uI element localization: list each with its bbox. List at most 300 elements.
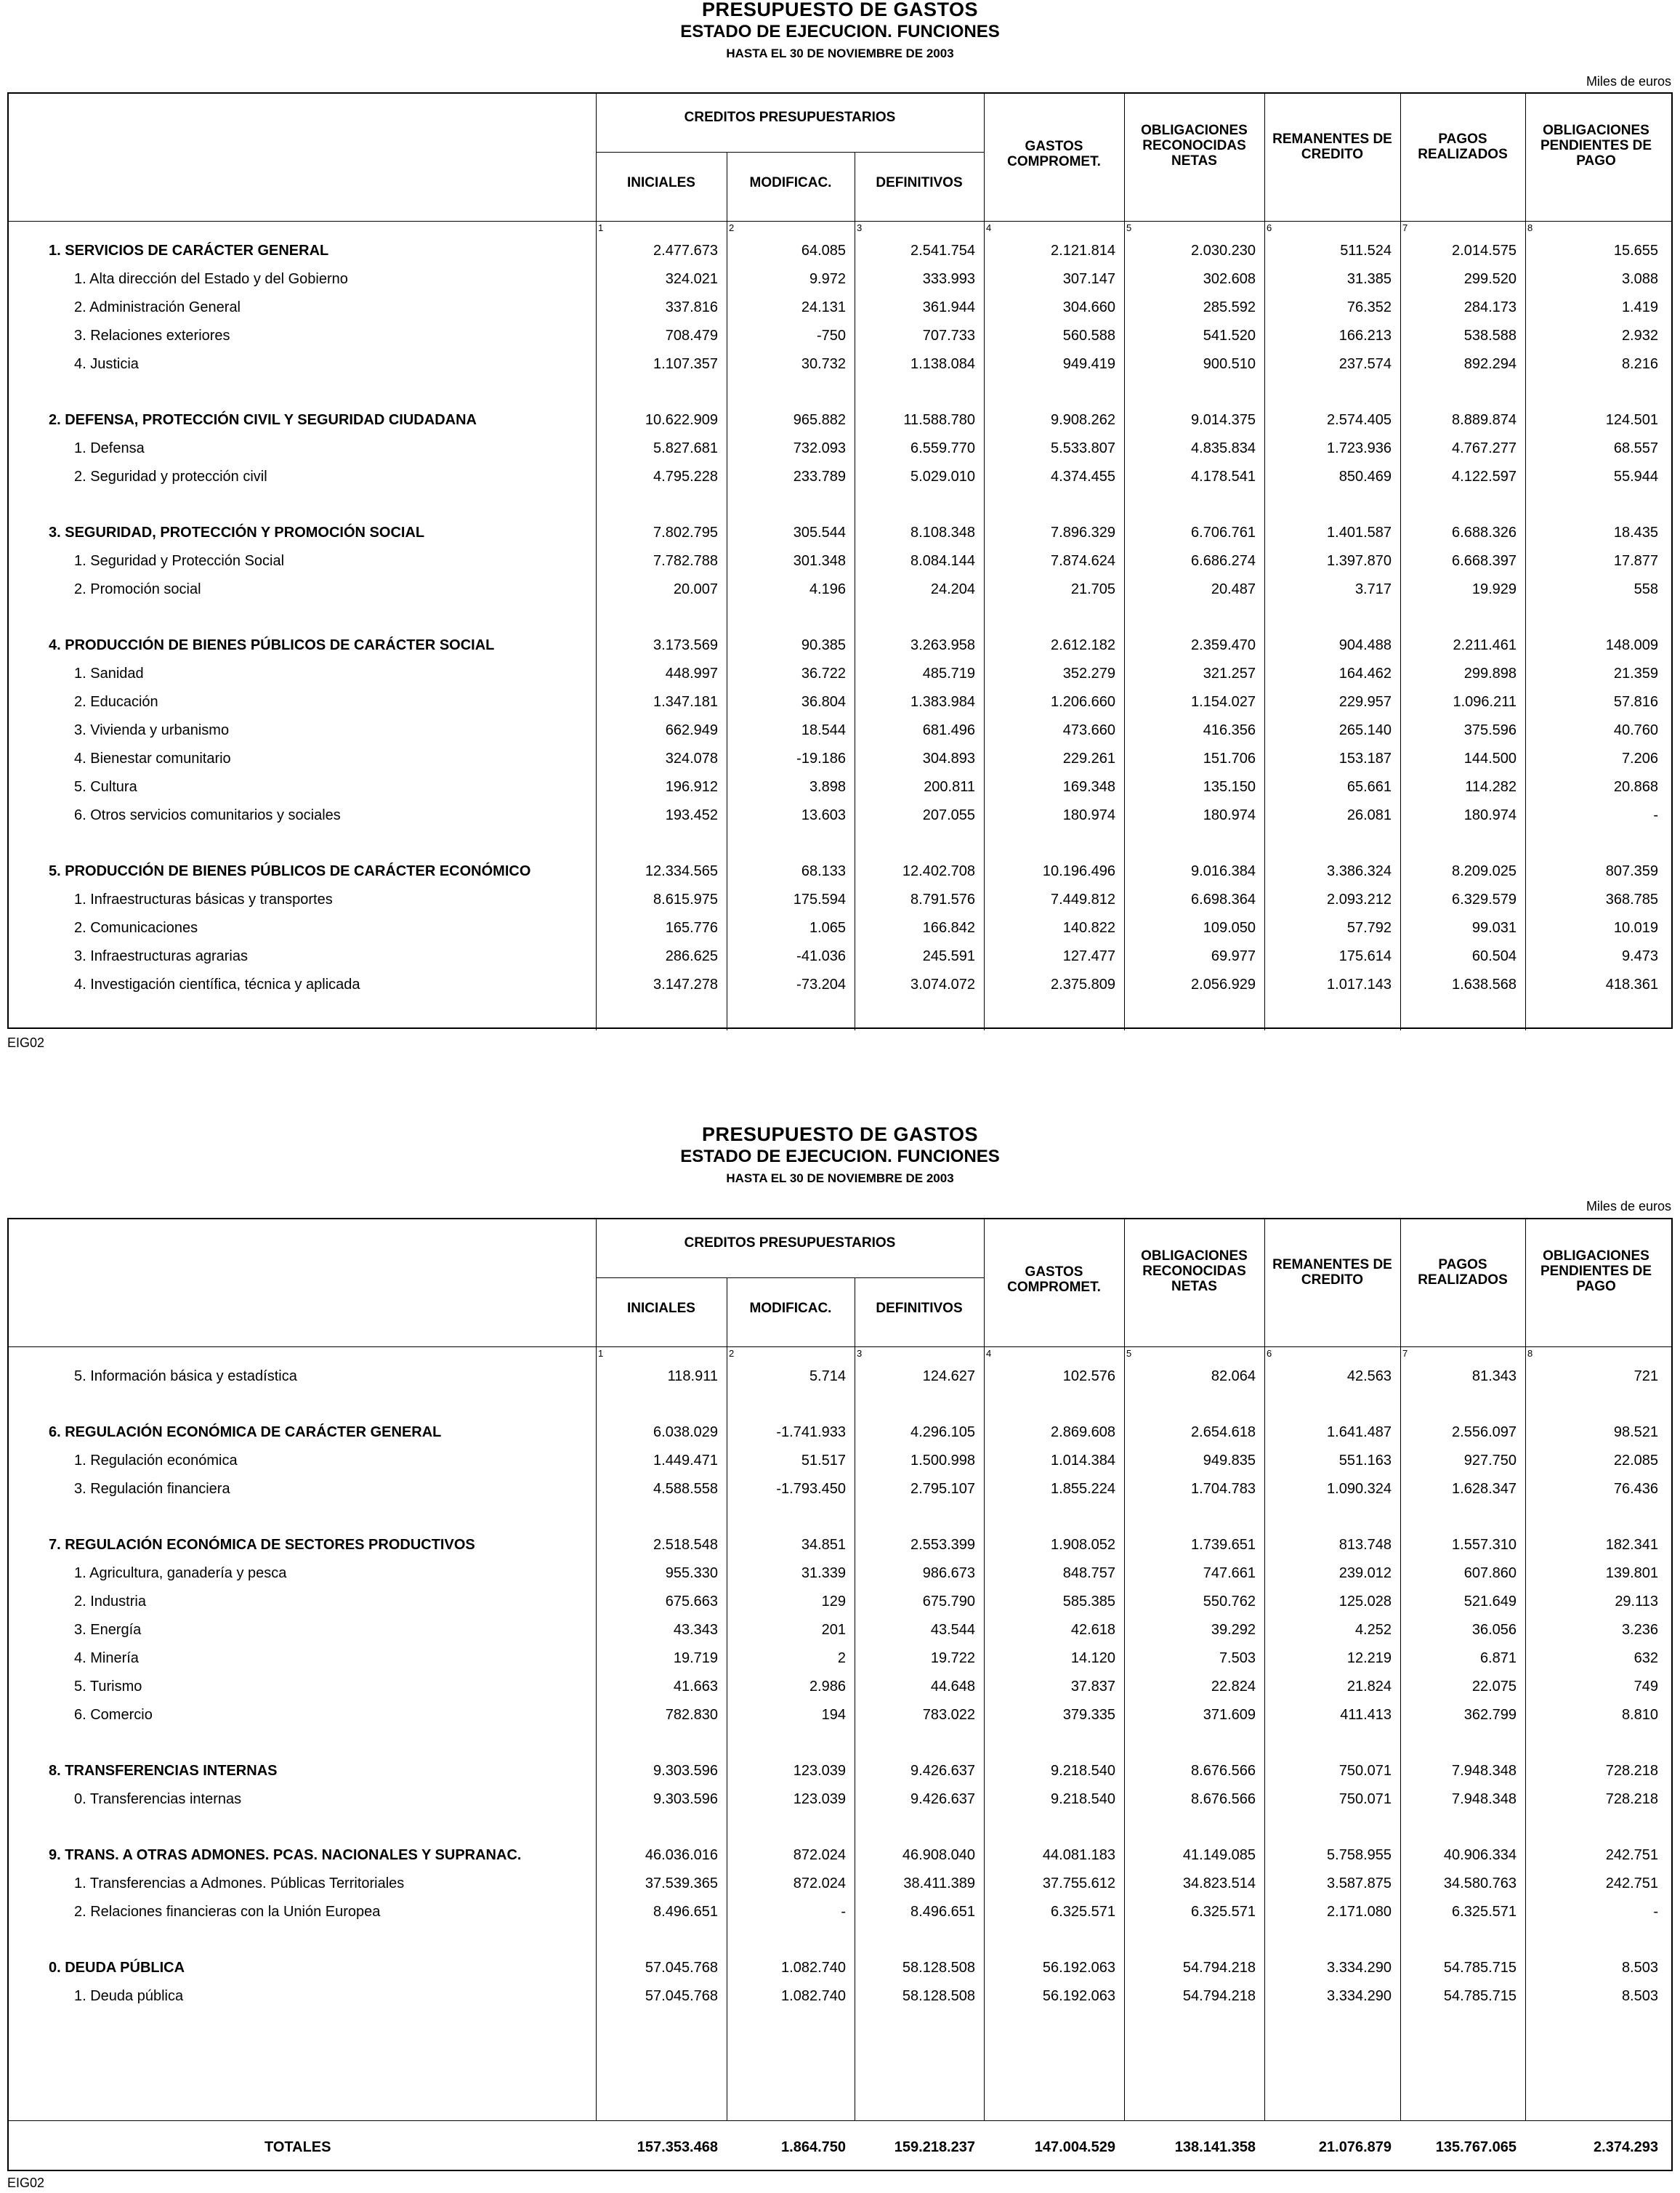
cell-value: 69.977 xyxy=(1211,948,1256,964)
row-label: 6. Comercio xyxy=(74,1707,153,1723)
cell-value: 3.587.875 xyxy=(1327,1875,1392,1891)
table-row xyxy=(9,463,1671,490)
cell-value: 371.609 xyxy=(1203,1707,1256,1723)
cell-value: 411.413 xyxy=(1340,1707,1392,1723)
table-row xyxy=(9,716,1671,744)
cell-value: 4.252 xyxy=(1354,1622,1392,1638)
cell-value: 125.028 xyxy=(1338,1594,1392,1610)
cell-value: 1.500.998 xyxy=(910,1453,975,1469)
cell-value: 26.081 xyxy=(1346,807,1392,823)
row-label: 4. PRODUCCIÓN DE BIENES PÚBLICOS DE CARÁCTER SOCIAL xyxy=(49,637,495,653)
row-label: 7. REGULACIÓN ECONÓMICA DE SECTORES PRODUCTIVOS xyxy=(49,1537,475,1553)
section-row xyxy=(9,406,1671,434)
row-label: 4. Investigación científica, técnica y aplicada xyxy=(74,977,360,993)
cell-value: 3.147.278 xyxy=(653,977,718,993)
column-number: 6 xyxy=(1267,222,1272,233)
totals-value: 147.004.529 xyxy=(1034,2139,1115,2155)
cell-value: 538.588 xyxy=(1463,328,1517,344)
cell-value: 6.325.571 xyxy=(1051,1904,1115,1920)
cell-value: 40.760 xyxy=(1613,722,1658,738)
cell-value: 24.204 xyxy=(930,581,975,597)
cell-value: 848.757 xyxy=(1062,1565,1115,1581)
header-obligaciones: OBLIGACIONES RECONOCIDAS NETAS xyxy=(1141,123,1248,169)
cell-value: -73.204 xyxy=(796,977,846,993)
section-row xyxy=(9,1757,1671,1785)
cell-value: 229.957 xyxy=(1338,694,1392,710)
cell-value: 233.789 xyxy=(793,469,846,485)
table-row xyxy=(9,971,1671,998)
cell-value: 675.663 xyxy=(665,1594,718,1610)
cell-value: 307.147 xyxy=(1062,271,1115,287)
table-row xyxy=(9,886,1671,913)
header-pagos: PAGOS REALIZADOS xyxy=(1418,132,1508,162)
cell-value: 302.608 xyxy=(1203,271,1256,287)
row-label: 1. Transferencias a Admones. Públicas Territoriales xyxy=(74,1875,405,1891)
cell-value: 42.618 xyxy=(1070,1622,1115,1638)
cell-value: 237.574 xyxy=(1338,356,1392,372)
cell-value: 2.211.461 xyxy=(1453,637,1517,653)
cell-value: 36.056 xyxy=(1471,1622,1517,1638)
cell-value: 8.108.348 xyxy=(910,525,975,541)
cell-value: 1.723.936 xyxy=(1327,440,1392,456)
cell-value: 1.739.651 xyxy=(1191,1537,1256,1553)
cell-value: 123.039 xyxy=(793,1763,846,1779)
cell-value: 36.722 xyxy=(801,666,846,682)
cell-value: 98.521 xyxy=(1613,1424,1658,1440)
cell-value: 4.588.558 xyxy=(653,1481,718,1497)
cell-value: 8.209.025 xyxy=(1452,863,1517,879)
cell-value: 9.218.540 xyxy=(1051,1791,1115,1807)
table-row xyxy=(9,294,1671,321)
totals-value: 2.374.293 xyxy=(1594,2139,1658,2155)
cell-value: 8.496.651 xyxy=(653,1904,718,1920)
totals-value: 135.767.065 xyxy=(1435,2139,1517,2155)
cell-value: 550.762 xyxy=(1203,1594,1256,1610)
cell-value: 747.661 xyxy=(1203,1565,1256,1581)
cell-value: 153.187 xyxy=(1338,751,1392,767)
column-number: 3 xyxy=(857,1348,863,1359)
cell-value: 8.810 xyxy=(1621,1707,1658,1723)
cell-value: 182.341 xyxy=(1605,1537,1658,1553)
cell-value: 321.257 xyxy=(1203,666,1256,682)
cell-value: 5.714 xyxy=(809,1368,846,1384)
cell-value: 1.014.384 xyxy=(1051,1453,1115,1469)
cell-value: 2.986 xyxy=(809,1679,846,1695)
cell-value: 511.524 xyxy=(1340,243,1392,259)
cell-value: 34.823.514 xyxy=(1182,1875,1256,1891)
cell-value: 22.824 xyxy=(1211,1679,1256,1695)
cell-value: 6.559.770 xyxy=(910,440,975,456)
cell-value: 305.544 xyxy=(793,525,846,541)
cell-value: 362.799 xyxy=(1463,1707,1517,1723)
cell-value: -41.036 xyxy=(796,948,846,964)
column-number: 2 xyxy=(729,1348,735,1359)
table-row xyxy=(9,1447,1671,1474)
row-label: 3. Relaciones exteriores xyxy=(74,328,230,344)
cell-value: 728.218 xyxy=(1605,1791,1658,1807)
cell-value: 6.706.761 xyxy=(1191,525,1256,541)
cell-value: 229.261 xyxy=(1062,751,1115,767)
cell-value: 99.031 xyxy=(1471,920,1517,936)
table-row xyxy=(9,1898,1671,1926)
cell-value: 284.173 xyxy=(1463,299,1517,315)
cell-value: 749 xyxy=(1633,1679,1658,1695)
cell-value: 1.557.310 xyxy=(1452,1537,1517,1553)
cell-value: 22.075 xyxy=(1471,1679,1517,1695)
row-label: 0. Transferencias internas xyxy=(74,1791,242,1807)
cell-value: 900.510 xyxy=(1203,356,1256,372)
cell-value: 41.149.085 xyxy=(1182,1847,1256,1863)
cell-value: 2.932 xyxy=(1621,328,1658,344)
cell-value: 37.837 xyxy=(1070,1679,1115,1695)
cell-value: 1.704.783 xyxy=(1191,1481,1256,1497)
cell-value: 2.556.097 xyxy=(1452,1424,1517,1440)
cell-value: 6.325.571 xyxy=(1191,1904,1256,1920)
cell-value: 2.014.575 xyxy=(1452,243,1517,259)
cell-value: 90.385 xyxy=(801,637,846,653)
cell-value: 42.563 xyxy=(1346,1368,1392,1384)
cell-value: 242.751 xyxy=(1605,1875,1658,1891)
page-subtitle: ESTADO DE EJECUCION. FUNCIONES xyxy=(680,22,1000,41)
cell-value: 448.997 xyxy=(665,666,718,682)
cell-value: 9.972 xyxy=(809,271,846,287)
cell-value: 6.698.364 xyxy=(1191,892,1256,908)
cell-value: 68.557 xyxy=(1613,440,1658,456)
cell-value: 3.334.290 xyxy=(1327,1960,1392,1976)
cell-value: 54.785.715 xyxy=(1443,1988,1517,2004)
cell-value: 44.081.183 xyxy=(1042,1847,1115,1863)
totals-label: TOTALES xyxy=(264,2139,331,2155)
cell-value: 2.030.230 xyxy=(1191,243,1256,259)
cell-value: 6.668.397 xyxy=(1452,553,1517,569)
cell-value: 6.329.579 xyxy=(1452,892,1517,908)
cell-value: 164.462 xyxy=(1338,666,1392,682)
budget-table xyxy=(7,92,1673,1029)
cell-value: 9.908.262 xyxy=(1051,412,1115,428)
cell-value: 473.660 xyxy=(1062,722,1115,738)
row-label: 3. SEGURIDAD, PROTECCIÓN Y PROMOCIÓN SOCIAL xyxy=(49,525,425,541)
totals-value: 138.141.358 xyxy=(1174,2139,1256,2155)
cell-value: 2.869.608 xyxy=(1051,1424,1115,1440)
header-gastos: GASTOS COMPROMET. xyxy=(1007,139,1101,169)
column-number: 8 xyxy=(1527,1348,1533,1359)
cell-value: 58.128.508 xyxy=(902,1960,975,1976)
cell-value: 19.722 xyxy=(930,1650,975,1666)
cell-value: 2.553.399 xyxy=(910,1537,975,1553)
cell-value: 201 xyxy=(821,1622,846,1638)
cell-value: 3.334.290 xyxy=(1327,1988,1392,2004)
cell-value: 949.835 xyxy=(1203,1453,1256,1469)
cell-value: 9.303.596 xyxy=(653,1791,718,1807)
row-label: 1. Deuda pública xyxy=(74,1988,184,2004)
table-row xyxy=(9,942,1671,970)
cell-value: 4.795.228 xyxy=(653,469,718,485)
row-label: 6. Otros servicios comunitarios y sociales xyxy=(74,807,341,823)
table-row xyxy=(9,1673,1671,1700)
cell-value: 2 xyxy=(837,1650,846,1666)
cell-value: 7.206 xyxy=(1621,751,1658,767)
cell-value: 1.638.568 xyxy=(1452,977,1517,993)
header-divider xyxy=(9,1346,1671,1347)
cell-value: 196.912 xyxy=(665,779,718,795)
table-row xyxy=(9,1785,1671,1813)
cell-value: -1.793.450 xyxy=(776,1481,846,1497)
cell-value: 56.192.063 xyxy=(1042,1960,1115,1976)
table-row xyxy=(9,745,1671,772)
table-row xyxy=(9,1616,1671,1644)
cell-value: 375.596 xyxy=(1463,722,1517,738)
cell-value: 9.303.596 xyxy=(653,1763,718,1779)
cell-value: 949.419 xyxy=(1062,356,1115,372)
cell-value: 31.339 xyxy=(801,1565,846,1581)
cell-value: 1.107.357 xyxy=(653,356,718,372)
table-row xyxy=(9,322,1671,350)
cell-value: 783.022 xyxy=(922,1707,975,1723)
cell-value: 892.294 xyxy=(1463,356,1517,372)
cell-value: 3.074.072 xyxy=(910,977,975,993)
cell-value: 352.279 xyxy=(1062,666,1115,682)
cell-value: 285.592 xyxy=(1203,299,1256,315)
cell-value: 324.078 xyxy=(665,751,718,767)
row-label: 3. Vivienda y urbanismo xyxy=(74,722,230,738)
cell-value: 65.661 xyxy=(1346,779,1392,795)
header-iniciales: INICIALES xyxy=(627,175,695,190)
cell-value: 175.594 xyxy=(793,892,846,908)
cell-value: 38.411.389 xyxy=(903,1875,975,1891)
cell-value: 22.085 xyxy=(1613,1453,1658,1469)
column-number: 5 xyxy=(1126,222,1132,233)
cell-value: 721 xyxy=(1633,1368,1658,1384)
row-label: 3. Infraestructuras agrarias xyxy=(74,948,248,964)
cell-value: 560.588 xyxy=(1062,328,1115,344)
page-subtitle: ESTADO DE EJECUCION. FUNCIONES xyxy=(680,1147,1000,1166)
row-label: 1. Regulación económica xyxy=(74,1453,238,1469)
row-label: 5. PRODUCCIÓN DE BIENES PÚBLICOS DE CARÁCTER ECONÓMICO xyxy=(49,863,531,879)
cell-value: 265.140 xyxy=(1338,722,1392,738)
cell-value: 165.776 xyxy=(665,920,718,936)
cell-value: 57.792 xyxy=(1346,920,1392,936)
page-date: HASTA EL 30 DE NOVIEMBRE DE 2003 xyxy=(726,47,954,60)
row-label: 3. Regulación financiera xyxy=(74,1481,230,1497)
cell-value: 180.974 xyxy=(1203,807,1256,823)
header-creditos: CREDITOS PRESUPUESTARIOS xyxy=(684,110,896,125)
cell-value: 109.050 xyxy=(1203,920,1256,936)
cell-value: 7.874.624 xyxy=(1051,553,1115,569)
column-number: 4 xyxy=(986,1348,992,1359)
cell-value: 57.045.768 xyxy=(645,1988,718,2004)
cell-value: 8.503 xyxy=(1621,1988,1658,2004)
cell-value: 4.122.597 xyxy=(1452,469,1517,485)
cell-value: 245.591 xyxy=(922,948,975,964)
table-row xyxy=(9,1644,1671,1672)
cell-value: 2.541.754 xyxy=(910,243,975,259)
cell-value: 37.755.612 xyxy=(1042,1875,1115,1891)
cell-value: 139.801 xyxy=(1605,1565,1658,1581)
cell-value: 1.017.143 xyxy=(1327,977,1392,993)
row-label: 0. DEUDA PÚBLICA xyxy=(49,1960,185,1976)
cell-value: 2.795.107 xyxy=(910,1481,975,1497)
cell-value: 1.401.587 xyxy=(1327,525,1392,541)
header-iniciales: INICIALES xyxy=(627,1301,695,1316)
cell-value: 485.719 xyxy=(922,666,975,682)
table-row xyxy=(9,773,1671,801)
cell-value: 8.503 xyxy=(1621,1960,1658,1976)
cell-value: 123.039 xyxy=(793,1791,846,1807)
cell-value: 82.064 xyxy=(1211,1368,1256,1384)
cell-value: 44.648 xyxy=(930,1679,975,1695)
cell-value: 175.614 xyxy=(1338,948,1392,964)
cell-value: 728.218 xyxy=(1605,1763,1658,1779)
cell-value: 541.520 xyxy=(1203,328,1256,344)
cell-value: 5.758.955 xyxy=(1327,1847,1392,1863)
cell-value: 57.045.768 xyxy=(645,1960,718,1976)
row-label: 2. Industria xyxy=(74,1594,146,1610)
cell-value: 782.830 xyxy=(665,1707,718,1723)
cell-value: -750 xyxy=(816,328,846,344)
table-row xyxy=(9,660,1671,687)
table-row xyxy=(9,435,1671,462)
cell-value: 337.816 xyxy=(665,299,718,315)
cell-value: 324.021 xyxy=(665,271,718,287)
cell-value: 8.084.144 xyxy=(910,553,975,569)
cell-value: 135.150 xyxy=(1203,779,1256,795)
header-remanentes: REMANENTES DE CREDITO xyxy=(1272,132,1392,162)
section-row xyxy=(9,631,1671,659)
cell-value: 1.397.870 xyxy=(1327,553,1392,569)
cell-value: 19.719 xyxy=(673,1650,718,1666)
cell-value: 21.824 xyxy=(1346,1679,1392,1695)
cell-value: 8.889.874 xyxy=(1452,412,1517,428)
column-number: 8 xyxy=(1527,222,1533,233)
cell-value: 6.325.571 xyxy=(1452,1904,1517,1920)
cell-value: 8.791.576 xyxy=(910,892,975,908)
cell-value: -19.186 xyxy=(796,751,846,767)
table-row xyxy=(9,1982,1671,2010)
totals-divider xyxy=(9,2120,1671,2121)
row-label: 2. Administración General xyxy=(74,299,241,315)
cell-value: 129 xyxy=(821,1594,846,1610)
cell-value: 64.085 xyxy=(801,243,846,259)
cell-value: 1.082.740 xyxy=(781,1960,846,1976)
cell-value: 169.348 xyxy=(1062,779,1115,795)
cell-value: 2.518.548 xyxy=(653,1537,718,1553)
cell-value: 1.908.052 xyxy=(1051,1537,1115,1553)
cell-value: 1.449.471 xyxy=(653,1453,718,1469)
cell-value: 36.804 xyxy=(801,694,846,710)
cell-value: 927.750 xyxy=(1463,1453,1517,1469)
cell-value: 37.539.365 xyxy=(645,1875,718,1891)
cell-value: 34.580.763 xyxy=(1443,1875,1517,1891)
cell-value: 68.133 xyxy=(801,863,846,879)
group-divider xyxy=(596,152,984,153)
cell-value: 807.359 xyxy=(1605,863,1658,879)
cell-value: 3.717 xyxy=(1354,581,1392,597)
cell-value: 607.860 xyxy=(1463,1565,1517,1581)
budget-table xyxy=(7,1218,1673,2171)
column-number: 3 xyxy=(857,222,863,233)
header-gastos: GASTOS COMPROMET. xyxy=(1007,1264,1101,1295)
cell-value: 31.385 xyxy=(1346,271,1392,287)
header-creditos: CREDITOS PRESUPUESTARIOS xyxy=(684,1235,896,1251)
cell-value: 180.974 xyxy=(1463,807,1517,823)
column-number: 4 xyxy=(986,222,992,233)
cell-value: 9.426.637 xyxy=(910,1763,975,1779)
cell-value: 20.868 xyxy=(1613,779,1658,795)
cell-value: 7.503 xyxy=(1219,1650,1256,1666)
cell-value: 193.452 xyxy=(665,807,718,823)
cell-value: 43.544 xyxy=(930,1622,975,1638)
cell-value: 1.347.181 xyxy=(653,694,718,710)
cell-value: -1.741.933 xyxy=(776,1424,846,1440)
cell-value: 1.090.324 xyxy=(1327,1481,1392,1497)
cell-value: 39.292 xyxy=(1211,1622,1256,1638)
cell-value: 4.296.105 xyxy=(910,1424,975,1440)
column-number: 6 xyxy=(1267,1348,1272,1359)
totals-value: 159.218.237 xyxy=(894,2139,975,2155)
column-number: 1 xyxy=(598,1348,604,1359)
cell-value: 416.356 xyxy=(1203,722,1256,738)
cell-value: 55.944 xyxy=(1613,469,1658,485)
cell-value: 10.196.496 xyxy=(1042,863,1115,879)
cell-value: 43.343 xyxy=(673,1622,718,1638)
cell-value: 46.908.040 xyxy=(902,1847,975,1863)
cell-value: 3.386.324 xyxy=(1327,863,1392,879)
cell-value: 4.374.455 xyxy=(1051,469,1115,485)
cell-value: 2.121.814 xyxy=(1051,243,1115,259)
row-label: 1. Defensa xyxy=(74,440,145,456)
table-row xyxy=(9,265,1671,293)
cell-value: 955.330 xyxy=(665,1565,718,1581)
cell-value: 21.705 xyxy=(1070,581,1115,597)
cell-value: 21.359 xyxy=(1613,666,1658,682)
cell-value: 15.655 xyxy=(1613,243,1658,259)
cell-value: 34.851 xyxy=(801,1537,846,1553)
cell-value: 6.871 xyxy=(1479,1650,1517,1666)
table-row xyxy=(9,1701,1671,1729)
column-number: 5 xyxy=(1126,1348,1132,1359)
cell-value: 76.352 xyxy=(1346,299,1392,315)
row-label: 1. Alta dirección del Estado y del Gobierno xyxy=(74,271,348,287)
cell-value: 10.622.909 xyxy=(645,412,718,428)
cell-value: 46.036.016 xyxy=(645,1847,718,1863)
cell-value: 8.676.566 xyxy=(1191,1763,1256,1779)
cell-value: 4.196 xyxy=(809,581,846,597)
cell-value: 708.479 xyxy=(665,328,718,344)
cell-value: 56.192.063 xyxy=(1042,1988,1115,2004)
header-remanentes: REMANENTES DE CREDITO xyxy=(1272,1257,1392,1288)
cell-value: - xyxy=(1653,807,1658,823)
totals-value: 21.076.879 xyxy=(1318,2139,1392,2155)
cell-value: 1.628.347 xyxy=(1452,1481,1517,1497)
cell-value: 850.469 xyxy=(1338,469,1392,485)
table-row xyxy=(9,1362,1671,1390)
cell-value: 6.686.274 xyxy=(1191,553,1256,569)
cell-value: 18.544 xyxy=(801,722,846,738)
table-row xyxy=(9,1475,1671,1503)
row-label: 2. Relaciones financieras con la Unión Europea xyxy=(74,1904,381,1920)
cell-value: 19.929 xyxy=(1471,581,1517,597)
cell-value: 1.419 xyxy=(1621,299,1658,315)
cell-value: - xyxy=(1653,1904,1658,1920)
cell-value: 10.019 xyxy=(1613,920,1658,936)
table-row xyxy=(9,547,1671,575)
section-row xyxy=(9,857,1671,885)
cell-value: 7.782.788 xyxy=(653,553,718,569)
cell-value: 965.882 xyxy=(793,412,846,428)
row-label: 2. Promoción social xyxy=(74,581,201,597)
cell-value: 7.896.329 xyxy=(1051,525,1115,541)
cell-value: 8.216 xyxy=(1621,356,1658,372)
